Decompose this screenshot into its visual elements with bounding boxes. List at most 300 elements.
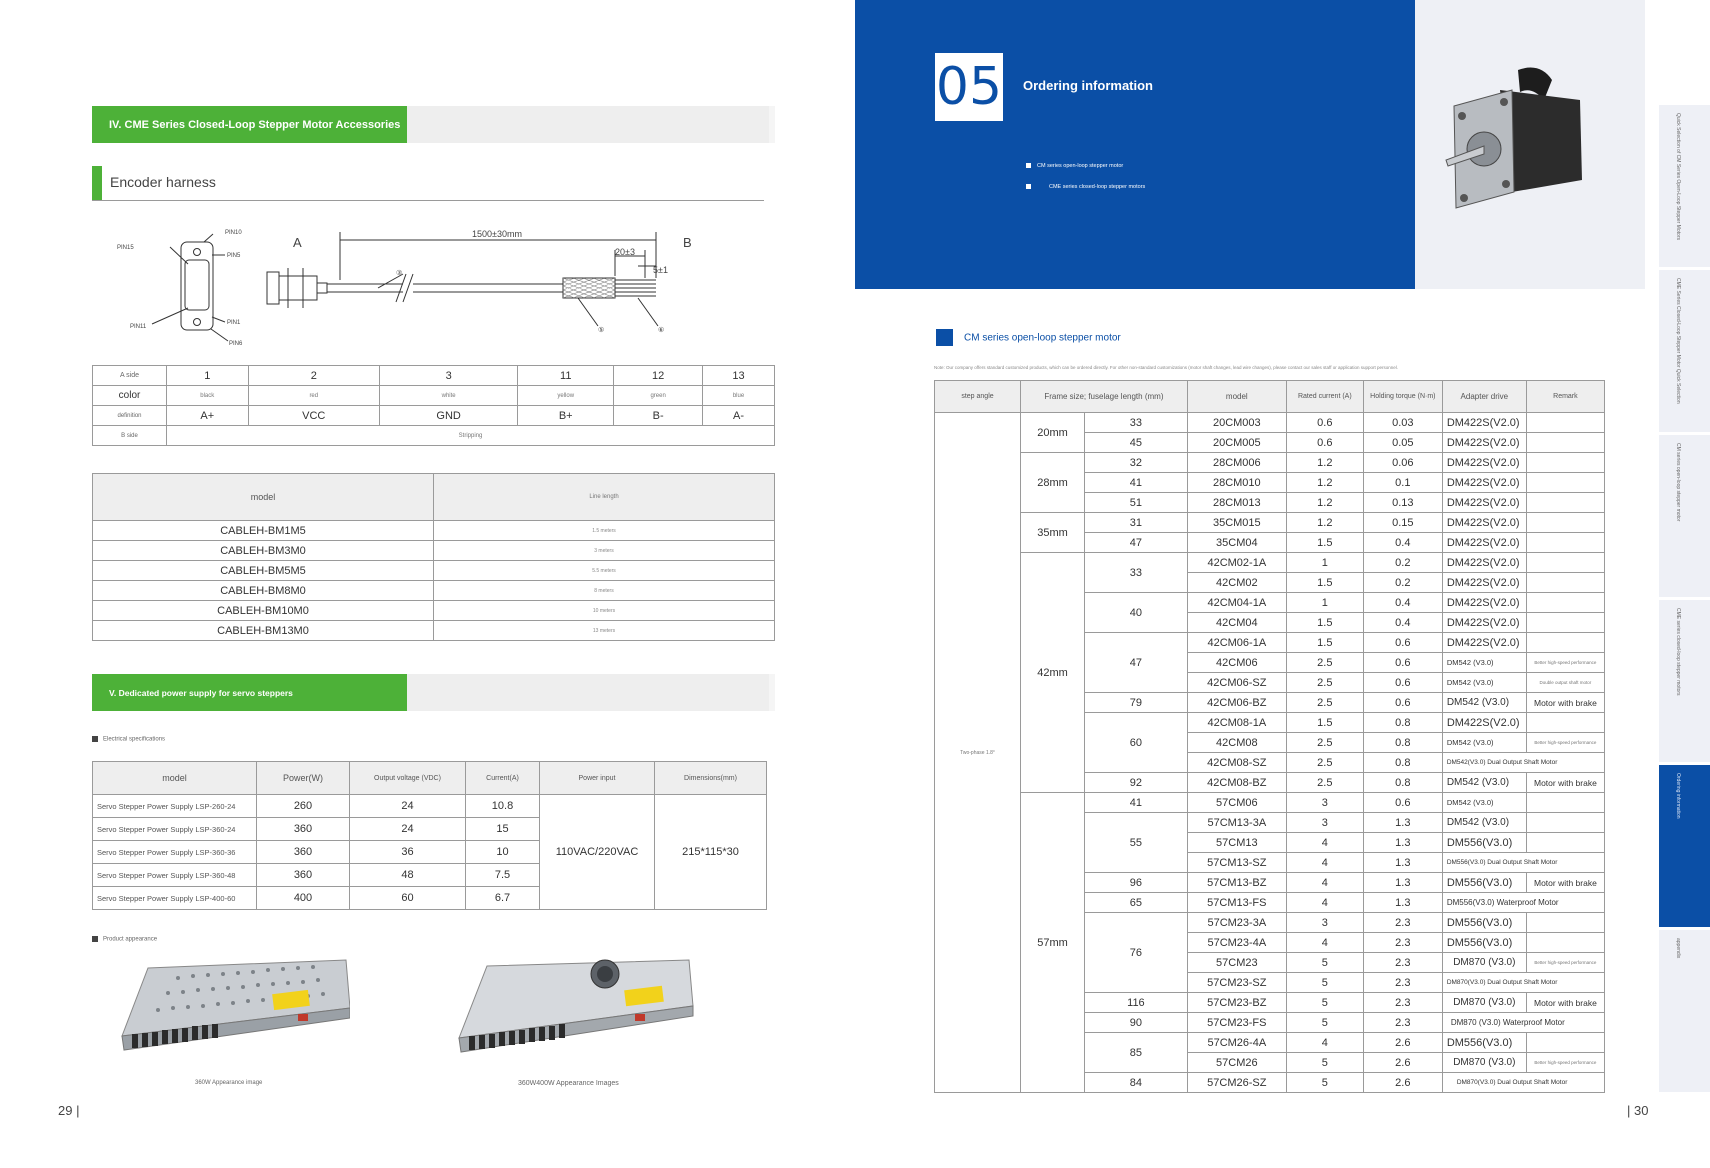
chapter-banner (855, 0, 1415, 289)
remark-cell: Motor with brake (1526, 873, 1604, 893)
drive-cell: DM422S(V2.0) (1442, 413, 1526, 433)
pin-cell: 11 (518, 366, 614, 386)
length-cell: 84 (1085, 1073, 1188, 1093)
side-tab-label: Ordering information (1675, 773, 1681, 819)
heading-marker (92, 166, 102, 200)
torque-cell: 2.6 (1363, 1073, 1442, 1093)
encoder-harness-heading (92, 166, 764, 201)
drive-cell: DM422S(V2.0) (1442, 453, 1526, 473)
drive-cell: DM556(V3.0) (1442, 873, 1526, 893)
current-cell: 2.5 (1286, 653, 1363, 673)
current-cell: 4 (1286, 853, 1363, 873)
pin10-label: PIN10 (225, 230, 242, 236)
model-cell: 42CM08-BZ (1187, 773, 1286, 793)
column-header: Holding torque (N·m) (1363, 381, 1442, 413)
power-cell: 360 (257, 864, 350, 887)
model-cell: CABLEH-BM1M5 (93, 521, 434, 541)
length-cell: 65 (1085, 893, 1188, 913)
row-header: B side (93, 426, 167, 446)
power-supply-360w-image (118, 958, 350, 1060)
cable-model-table (92, 473, 775, 641)
current-cell: 4 (1286, 933, 1363, 953)
table-row (93, 541, 775, 561)
torque-cell: 0.4 (1363, 533, 1442, 553)
length-cell: 60 (1085, 713, 1188, 773)
drive-cell: DM422S(V2.0) (1442, 513, 1526, 533)
chapter-number: 05 (935, 53, 1003, 121)
torque-cell: 0.2 (1363, 553, 1442, 573)
table-row (935, 513, 1605, 533)
length-cell: 47 (1085, 533, 1188, 553)
bullet-square (92, 936, 98, 942)
column-header: model (1187, 381, 1286, 413)
torque-cell: 0.6 (1363, 653, 1442, 673)
remark-cell (1526, 633, 1604, 653)
side-navigation (1659, 105, 1710, 1095)
torque-cell: 2.6 (1363, 1053, 1442, 1073)
model-cell: 42CM04-1A (1187, 593, 1286, 613)
current-cell: 10 (466, 841, 540, 864)
side-tab-label: CME series closed-loop stepper motors (1675, 608, 1681, 696)
model-cell: Servo Stepper Power Supply LSP-260-24 (93, 795, 257, 818)
current-cell: 5 (1286, 993, 1363, 1013)
torque-cell: 0.4 (1363, 593, 1442, 613)
end-dimension: 5±1 (653, 265, 668, 275)
model-cell: 57CM26 (1187, 1053, 1286, 1073)
b-side-row (93, 426, 775, 446)
drive-cell: DM422S(V2.0) (1442, 473, 1526, 493)
color-cell: red (248, 386, 380, 406)
cm-table-title: CM series open-loop stepper motor (964, 332, 1121, 344)
image-caption-360w: 360W Appearance image (195, 1080, 263, 1086)
column-header: model (93, 474, 434, 521)
pin-definition-table (92, 365, 775, 446)
model-cell: 57CM23-FS (1187, 1013, 1286, 1033)
length-cell: 3 meters (434, 541, 775, 561)
side-tab-label: Quick Selection of CM Series Open-Loop Stepper Motors (1675, 113, 1681, 241)
product-appearance-label (92, 936, 157, 943)
drive-cell: DM422S(V2.0) (1442, 573, 1526, 593)
drive-cell: DM556(V3.0) Waterproof Motor (1442, 893, 1604, 913)
remark-cell: Better high-speed performance (1526, 653, 1604, 673)
model-cell: Servo Stepper Power Supply LSP-360-48 (93, 864, 257, 887)
model-cell: 42CM06-SZ (1187, 673, 1286, 693)
current-cell: 1.5 (1286, 533, 1363, 553)
stepper-motor-image (1440, 60, 1590, 220)
model-cell: 42CM06-BZ (1187, 693, 1286, 713)
table-header-row (93, 474, 775, 521)
torque-cell: 0.6 (1363, 673, 1442, 693)
drive-cell: DM542 (V3.0) (1442, 733, 1526, 753)
current-cell: 7.5 (466, 864, 540, 887)
length-cell: 5.5 meters (434, 561, 775, 581)
drive-cell: DM556(V3.0) (1442, 833, 1526, 853)
product-appearance-text: Product appearance (103, 936, 158, 943)
callout-label: ③ (396, 270, 403, 277)
color-cell: white (380, 386, 518, 406)
model-cell: 57CM23-BZ (1187, 993, 1286, 1013)
length-cell: 31 (1085, 513, 1188, 533)
row-header: color (93, 386, 167, 406)
table-row (93, 521, 775, 541)
model-cell: 57CM23-4A (1187, 933, 1286, 953)
table-header-row (93, 762, 767, 795)
column-header: Rated current (A) (1286, 381, 1363, 413)
torque-cell: 0.8 (1363, 733, 1442, 753)
remark-cell: Motor with brake (1526, 693, 1604, 713)
torque-cell: 1.3 (1363, 893, 1442, 913)
b-side-cell: Stripping (167, 426, 775, 446)
remark-cell (1526, 813, 1604, 833)
current-cell: 3 (1286, 793, 1363, 813)
current-cell: 2.5 (1286, 673, 1363, 693)
mount-hole-top (194, 249, 201, 256)
menu-bullet (1026, 163, 1031, 168)
torque-cell: 2.3 (1363, 913, 1442, 933)
remark-cell (1526, 793, 1604, 813)
definition-cell: B- (614, 406, 703, 426)
current-cell: 4 (1286, 873, 1363, 893)
cm-series-table (934, 380, 1605, 1093)
remark-cell (1526, 613, 1604, 633)
current-cell: 4 (1286, 833, 1363, 853)
voltage-cell: 60 (350, 887, 466, 910)
drive-cell: DM556(V3.0) (1442, 933, 1526, 953)
column-header: Adapter drive (1442, 381, 1526, 413)
power-supply-400w-image (455, 958, 695, 1060)
remark-cell (1526, 573, 1604, 593)
model-cell: 57CM26-4A (1187, 1033, 1286, 1053)
frame-cell: 42mm (1021, 553, 1085, 793)
table-row (935, 413, 1605, 433)
length-cell: 47 (1085, 633, 1188, 693)
length-cell: 79 (1085, 693, 1188, 713)
torque-cell: 2.3 (1363, 953, 1442, 973)
model-cell: 35CM04 (1187, 533, 1286, 553)
drive-cell: DM870(V3.0) Dual Output Shaft Motor (1442, 973, 1604, 993)
connector-a-body (279, 276, 317, 300)
model-cell: 42CM04 (1187, 613, 1286, 633)
current-cell: 2.5 (1286, 733, 1363, 753)
length-cell: 41 (1085, 793, 1188, 813)
color-cell: yellow (518, 386, 614, 406)
encoder-harness-diagram (108, 222, 708, 352)
drive-cell: DM542 (V3.0) (1442, 773, 1526, 793)
column-header: Power(W) (257, 762, 350, 795)
current-cell: 5 (1286, 1073, 1363, 1093)
table-row (935, 453, 1605, 473)
length-cell: 10 meters (434, 601, 775, 621)
drive-cell: DM542(V3.0) Dual Output Shaft Motor (1442, 753, 1604, 773)
remark-cell (1526, 1033, 1604, 1053)
menu-item-open-loop[interactable] (1026, 163, 1123, 169)
side-tab-appendix[interactable] (1659, 930, 1710, 1092)
length-cell: 13 meters (434, 621, 775, 641)
torque-cell: 2.6 (1363, 1033, 1442, 1053)
length-cell: 90 (1085, 1013, 1188, 1033)
remark-cell: Better high-speed performance (1526, 1053, 1604, 1073)
current-cell: 1.2 (1286, 493, 1363, 513)
torque-cell: 0.8 (1363, 753, 1442, 773)
remark-cell (1526, 433, 1604, 453)
remark-cell (1526, 513, 1604, 533)
model-cell: 20CM003 (1187, 413, 1286, 433)
torque-cell: 1.3 (1363, 873, 1442, 893)
bullet-square (92, 736, 98, 742)
power-input-cell: 110VAC/220VAC (540, 795, 655, 910)
drive-cell: DM556(V3.0) (1442, 913, 1526, 933)
power-cell: 260 (257, 795, 350, 818)
side-tab-cm-open-loop[interactable] (1659, 435, 1710, 597)
model-cell: 42CM02-1A (1187, 553, 1286, 573)
current-cell: 3 (1286, 913, 1363, 933)
connector-pins-frame (185, 260, 209, 310)
current-cell: 5 (1286, 1053, 1363, 1073)
current-cell: 4 (1286, 1033, 1363, 1053)
section-5-tail (769, 674, 775, 711)
model-cell: CABLEH-BM13M0 (93, 621, 434, 641)
model-cell: 42CM08 (1187, 733, 1286, 753)
color-row (93, 386, 775, 406)
remark-cell (1526, 473, 1604, 493)
model-cell: Servo Stepper Power Supply LSP-400-60 (93, 887, 257, 910)
length-cell: 85 (1085, 1033, 1188, 1073)
drive-cell: DM422S(V2.0) (1442, 633, 1526, 653)
torque-cell: 1.3 (1363, 833, 1442, 853)
model-cell: CABLEH-BM3M0 (93, 541, 434, 561)
current-cell: 2.5 (1286, 773, 1363, 793)
section-4-tail (769, 106, 775, 143)
length-cell: 76 (1085, 913, 1188, 993)
column-header: Line length (434, 474, 775, 521)
current-cell: 1 (1286, 593, 1363, 613)
current-cell: 3 (1286, 813, 1363, 833)
model-cell: 57CM13-FS (1187, 893, 1286, 913)
encoder-harness-title: Encoder harness (110, 174, 216, 190)
column-header: Frame size; fuselage length (mm) (1021, 381, 1188, 413)
drive-cell: DM870 (V3.0) (1442, 1053, 1526, 1073)
current-cell: 15 (466, 818, 540, 841)
model-cell: 42CM02 (1187, 573, 1286, 593)
pin11-label: PIN11 (130, 324, 147, 330)
torque-cell: 0.03 (1363, 413, 1442, 433)
model-cell: 20CM005 (1187, 433, 1286, 453)
current-cell: 2.5 (1286, 753, 1363, 773)
length-cell: 96 (1085, 873, 1188, 893)
model-cell: Servo Stepper Power Supply LSP-360-36 (93, 841, 257, 864)
torque-cell: 0.1 (1363, 473, 1442, 493)
connector-a-plug (267, 272, 279, 304)
callout-label: ⑤ (598, 327, 605, 334)
length-cell: 45 (1085, 433, 1188, 453)
table-row (93, 561, 775, 581)
current-cell: 2.5 (1286, 693, 1363, 713)
menu-item-closed-loop[interactable] (1026, 184, 1145, 190)
model-cell: 57CM13-SZ (1187, 853, 1286, 873)
drive-cell: DM542 (V3.0) (1442, 673, 1526, 693)
row-header: definition (93, 406, 167, 426)
remark-cell: Better high-speed performance (1526, 953, 1604, 973)
definition-row (93, 406, 775, 426)
a-side-row (93, 366, 775, 386)
table-row (93, 795, 767, 818)
current-cell: 1.5 (1286, 613, 1363, 633)
definition-cell: VCC (248, 406, 380, 426)
length-cell: 41 (1085, 473, 1188, 493)
torque-cell: 0.6 (1363, 693, 1442, 713)
remark-cell (1526, 533, 1604, 553)
heading-marker (936, 329, 953, 346)
drive-cell: DM870 (V3.0) (1442, 953, 1526, 973)
length-cell: 51 (1085, 493, 1188, 513)
color-cell: blue (703, 386, 775, 406)
definition-cell: GND (380, 406, 518, 426)
current-cell: 0.6 (1286, 413, 1363, 433)
length-cell: 55 (1085, 813, 1188, 873)
column-header: Power input (540, 762, 655, 795)
current-cell: 0.6 (1286, 433, 1363, 453)
pin5-label: PIN5 (227, 253, 241, 259)
length-cell: 32 (1085, 453, 1188, 473)
drive-cell: DM542 (V3.0) (1442, 693, 1526, 713)
dimensions-cell: 215*115*30 (655, 795, 767, 910)
menu-item-label: CME series closed-loop stepper motors (1049, 184, 1146, 190)
electrical-spec-label (92, 736, 165, 743)
voltage-cell: 24 (350, 795, 466, 818)
remark-cell (1526, 493, 1604, 513)
remark-cell: Double output shaft motor (1526, 673, 1604, 693)
model-cell: 28CM006 (1187, 453, 1286, 473)
drive-cell: DM870(V3.0) Dual Output Shaft Motor (1442, 1073, 1604, 1093)
column-header: step angle (935, 381, 1021, 413)
torque-cell: 0.15 (1363, 513, 1442, 533)
color-cell: green (614, 386, 703, 406)
drive-cell: DM870 (V3.0) Waterproof Motor (1442, 1013, 1604, 1033)
side-tab-cme-closed-loop[interactable] (1659, 600, 1710, 762)
length-dimension: 1500±30mm (472, 229, 522, 239)
torque-cell: 1.3 (1363, 853, 1442, 873)
model-cell: 57CM13 (1187, 833, 1286, 853)
menu-item-label: CM series open-loop stepper motor (1037, 163, 1124, 169)
side-tab-label: appendix (1675, 938, 1681, 959)
remark-cell (1526, 413, 1604, 433)
table-header-row (935, 381, 1605, 413)
column-header: Remark (1526, 381, 1604, 413)
drive-cell: DM542 (V3.0) (1442, 793, 1526, 813)
torque-cell: 0.8 (1363, 773, 1442, 793)
side-tab-ordering-information[interactable] (1659, 765, 1710, 927)
table-row (93, 601, 775, 621)
image-caption-400w: 360W400W Appearance Images (518, 1080, 619, 1087)
power-cell: 360 (257, 818, 350, 841)
pin15-label: PIN15 (117, 245, 134, 251)
model-cell: 42CM06 (1187, 653, 1286, 673)
pin6-label: PIN6 (229, 341, 243, 347)
frame-cell: 57mm (1021, 793, 1085, 1093)
pin-cell: 2 (248, 366, 380, 386)
length-cell: 33 (1085, 413, 1188, 433)
pin-cell: 13 (703, 366, 775, 386)
column-header: model (93, 762, 257, 795)
side-b-label: B (683, 235, 692, 250)
current-cell: 1.2 (1286, 473, 1363, 493)
drive-cell: DM556(V3.0) (1442, 1033, 1526, 1053)
pin1-label: PIN1 (227, 320, 241, 326)
pin-cell: 3 (380, 366, 518, 386)
section-5-title: V. Dedicated power supply for servo steppers (92, 674, 407, 711)
electrical-spec-text: Electrical specifications (103, 736, 166, 743)
torque-cell: 0.4 (1363, 613, 1442, 633)
model-cell: 42CM06-1A (1187, 633, 1286, 653)
remark-cell: Better high-speed performance (1526, 733, 1604, 753)
page-number-left: 29 | (58, 1103, 80, 1118)
table-row (93, 621, 775, 641)
drive-cell: DM542 (V3.0) (1442, 813, 1526, 833)
current-cell: 1 (1286, 553, 1363, 573)
model-cell: 57CM13-3A (1187, 813, 1286, 833)
current-cell: 4 (1286, 893, 1363, 913)
remark-cell: Motor with brake (1526, 773, 1604, 793)
chapter-title: Ordering information (1023, 78, 1153, 93)
model-cell: CABLEH-BM10M0 (93, 601, 434, 621)
model-cell: 57CM06 (1187, 793, 1286, 813)
current-cell: 5 (1286, 953, 1363, 973)
column-header: Output voltage (VDC) (350, 762, 466, 795)
mount-hole-bottom (194, 319, 201, 326)
column-header: Current(A) (466, 762, 540, 795)
current-cell: 1.5 (1286, 713, 1363, 733)
torque-cell: 2.3 (1363, 1013, 1442, 1033)
torque-cell: 0.6 (1363, 633, 1442, 653)
current-cell: 5 (1286, 973, 1363, 993)
ordering-note: Note: Our company offers standard customized products, which can be ordered directly. For other non-standard customizations (motor shaft changes, lead wire changes), please contact our sales staff or application support personnel. (934, 365, 1398, 370)
power-cell: 360 (257, 841, 350, 864)
side-tab-label: CME Series Closed-Loop Stepper Motor Quick Selection (1675, 278, 1681, 404)
frame-cell: 20mm (1021, 413, 1085, 453)
side-tab-quick-selection-cm[interactable] (1659, 105, 1710, 267)
torque-cell: 0.6 (1363, 793, 1442, 813)
torque-cell: 2.3 (1363, 993, 1442, 1013)
drive-cell: DM422S(V2.0) (1442, 713, 1526, 733)
model-cell: 57CM13-BZ (1187, 873, 1286, 893)
callout-label: ⑥ (658, 327, 665, 334)
torque-cell: 0.05 (1363, 433, 1442, 453)
model-cell: 42CM08-1A (1187, 713, 1286, 733)
side-tab-quick-selection-cme[interactable] (1659, 270, 1710, 432)
length-cell: 33 (1085, 553, 1188, 593)
remark-cell (1526, 933, 1604, 953)
drive-cell: DM542 (V3.0) (1442, 653, 1526, 673)
remark-cell (1526, 593, 1604, 613)
current-cell: 5 (1286, 1013, 1363, 1033)
model-cell: 28CM010 (1187, 473, 1286, 493)
torque-cell: 0.2 (1363, 573, 1442, 593)
remark-cell (1526, 833, 1604, 853)
remark-cell (1526, 713, 1604, 733)
remark-cell (1526, 453, 1604, 473)
voltage-cell: 36 (350, 841, 466, 864)
torque-cell: 0.13 (1363, 493, 1442, 513)
model-cell: 42CM08-SZ (1187, 753, 1286, 773)
voltage-cell: 24 (350, 818, 466, 841)
torque-cell: 2.3 (1363, 973, 1442, 993)
strip-dimension: 20±3 (615, 247, 635, 257)
drive-cell: DM422S(V2.0) (1442, 533, 1526, 553)
color-cell: black (167, 386, 249, 406)
length-cell: 8 meters (434, 581, 775, 601)
model-cell: 57CM23-SZ (1187, 973, 1286, 993)
drive-cell: DM422S(V2.0) (1442, 433, 1526, 453)
